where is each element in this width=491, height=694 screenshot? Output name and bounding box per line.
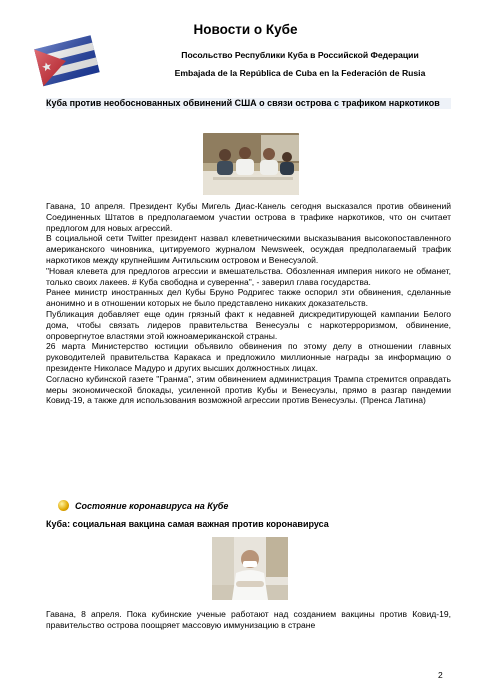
page-title: Новости о Кубе xyxy=(193,22,298,37)
article-paragraph: Согласно кубинской газете "Гранма", этим обвинением администрация Трампа стремится оправдать меры экономической блокады, усиленной против Кубы и Венесуэлы, прямо в разгар пандемии Ковид-19, а также для использования возможной агрессии против Венесуэлы. (Пренса Латина) xyxy=(46,373,451,406)
page-number: 2 xyxy=(438,670,443,680)
article-paragraph: Публикация добавляет еще один грязный факт к недавней дискредитирующей кампании Белого дома, чтобы связать лидеров правительства Венесуэлы с наркотерроризмом, обвинение, опровергнутое властями этой южноамериканской страны. xyxy=(46,308,451,341)
article-paragraph: Ранее министр иностранных дел Кубы Бруно Родригес также оспорил эти обвинения, сделанные анонимно и в отношении которых не было представлено никаких доказательств. xyxy=(46,287,451,309)
embassy-name-russian: Посольство Республики Куба в Российской Федерации xyxy=(181,50,419,60)
article-headline: Куба против необоснованных обвинений США о связи острова с трафиком наркотиков xyxy=(46,98,451,109)
article-paragraph: "Новая клевета для предлогов агрессии и вмешательства. Обозленная империя никого не обманет, только своих лакеев. # Куба свободна и суверенна", - заверил глава государства. xyxy=(46,265,451,287)
section-label: Состояние коронавируса на Кубе xyxy=(75,500,229,511)
article-paragraph: 26 марта Министерство юстиции объявило обвинения по этому делу в отношении главных руководителей правительства Каракаса и предложило миллионные награды за информацию о президенте Николасе Мадуро и других высших должностных лицах. xyxy=(46,341,451,373)
article-body xyxy=(46,609,451,631)
cuban-flag-logo xyxy=(30,32,102,90)
embassy-name-spanish: Embajada de la República de Cuba en la Federación de Rusia xyxy=(174,68,426,78)
article-paragraph: Гавана, 8 апреля. Пока кубинские ученые работают над созданием вакцины против Ковид-19, правительство острова поощряет массовую иммунизацию в стране xyxy=(46,609,451,630)
news-photo-president xyxy=(212,537,288,600)
news-photo-meeting xyxy=(203,133,299,195)
article-paragraph: В социальной сети Twitter президент назвал клеветническими высказывания высокопоставленного американского чиновника, цитируемого журналом Newsweek, осуждая предполагаемый трафик наркотиков между крупнейшим Антильским островом и Венесуэлой. xyxy=(46,233,451,265)
article-headline: Куба: социальная вакцина самая важная против коронавируса xyxy=(46,519,329,529)
bullet-icon xyxy=(58,500,69,511)
article-paragraph: Гавана, 10 апреля. Президент Кубы Мигель Диас-Канель сегодня высказался против обвинений Соединенных Штатов в предполагаемом участии острова в трафике наркотиков, что он считает предлогом для новых агрессий. xyxy=(46,201,451,233)
section-heading xyxy=(58,500,228,511)
article-body xyxy=(46,201,451,406)
